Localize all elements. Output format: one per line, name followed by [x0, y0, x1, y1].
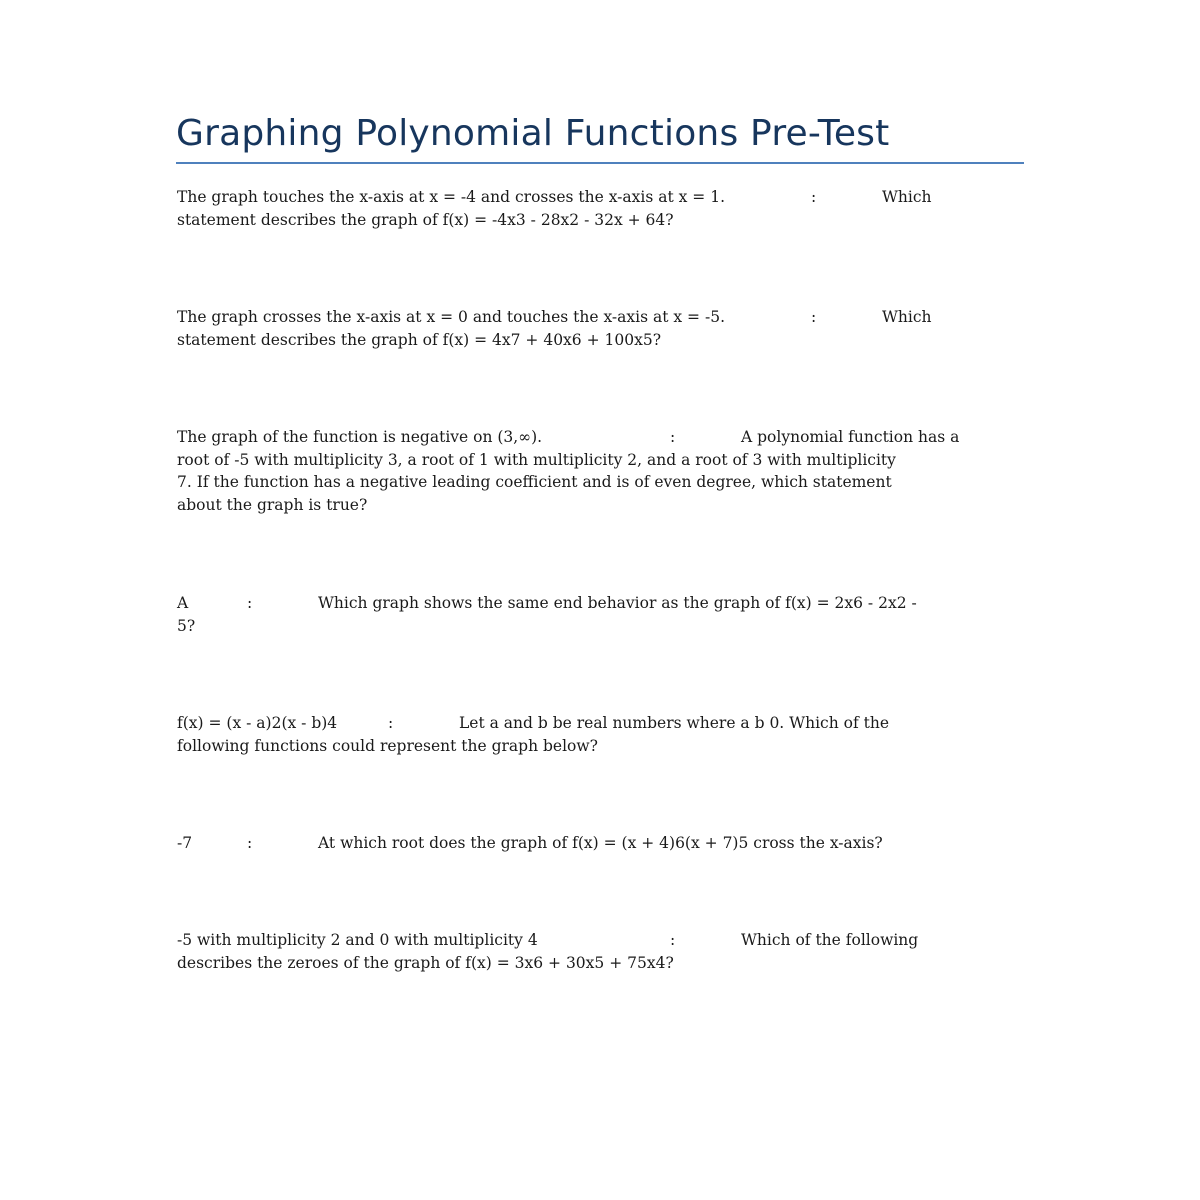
question-1-answer: The graph touches the x-axis at x = -4 and crosses the x-axis at x = 1.	[177, 188, 725, 206]
document-title: Graphing Polynomial Functions Pre-Test	[176, 113, 890, 154]
title-underline-rule	[176, 162, 1024, 164]
question-5-prompt-start: Let a and b be real numbers where a b 0. Which of the	[459, 714, 889, 732]
question-1	[177, 186, 1027, 232]
question-1-prompt-start: Which	[882, 188, 932, 206]
question-7-separator: :	[670, 931, 676, 949]
question-2	[177, 306, 1027, 352]
question-3-prompt-line-1: root of -5 with multiplicity 3, a root of 1 with multiplicity 2, and a root of 3 with multiplicity	[177, 450, 896, 469]
question-4-prompt-rest: 5?	[177, 616, 196, 635]
question-1-separator: :	[811, 188, 817, 206]
question-7-prompt-rest: describes the zeroes of the graph of f(x) = 3x6 + 30x5 + 75x4?	[177, 953, 674, 972]
question-3-prompt-line-2: 7. If the function has a negative leading coefficient and is of even degree, which statement	[177, 473, 892, 492]
question-5-prompt-rest: following functions could represent the graph below?	[177, 736, 598, 755]
question-6	[177, 832, 1027, 856]
question-1-prompt-rest: statement describes the graph of f(x) = -4x3 - 28x2 - 32x + 64?	[177, 210, 674, 229]
question-2-prompt-rest: statement describes the graph of f(x) = 4x7 + 40x6 + 100x5?	[177, 330, 662, 349]
question-3-answer: The graph of the function is negative on (3,∞).	[177, 428, 543, 446]
question-4-separator: :	[247, 594, 253, 612]
question-7	[177, 929, 1027, 975]
question-4-prompt-start: Which graph shows the same end behavior as the graph of f(x) = 2x6 - 2x2 -	[318, 594, 917, 612]
question-3-prompt-line-3: about the graph is true?	[177, 496, 368, 515]
question-4	[177, 592, 1027, 638]
question-5	[177, 712, 1027, 758]
question-3-prompt-start: A polynomial function has a	[741, 428, 960, 446]
question-3-separator: :	[670, 428, 676, 446]
question-4-answer: A	[177, 594, 189, 612]
question-2-answer: The graph crosses the x-axis at x = 0 and touches the x-axis at x = -5.	[177, 308, 725, 326]
question-7-prompt-start: Which of the following	[741, 931, 919, 949]
question-6-prompt-start: At which root does the graph of f(x) = (x + 4)6(x + 7)5 cross the x-axis?	[318, 834, 883, 852]
question-5-answer: f(x) = (x - a)2(x - b)4	[177, 714, 338, 732]
question-6-separator: :	[247, 834, 253, 852]
question-2-prompt-start: Which	[882, 308, 932, 326]
question-6-answer: -7	[177, 834, 193, 852]
question-2-separator: :	[811, 308, 817, 326]
question-7-answer: -5 with multiplicity 2 and 0 with multiplicity 4	[177, 931, 538, 949]
question-3	[177, 426, 1027, 518]
question-5-separator: :	[388, 714, 394, 732]
